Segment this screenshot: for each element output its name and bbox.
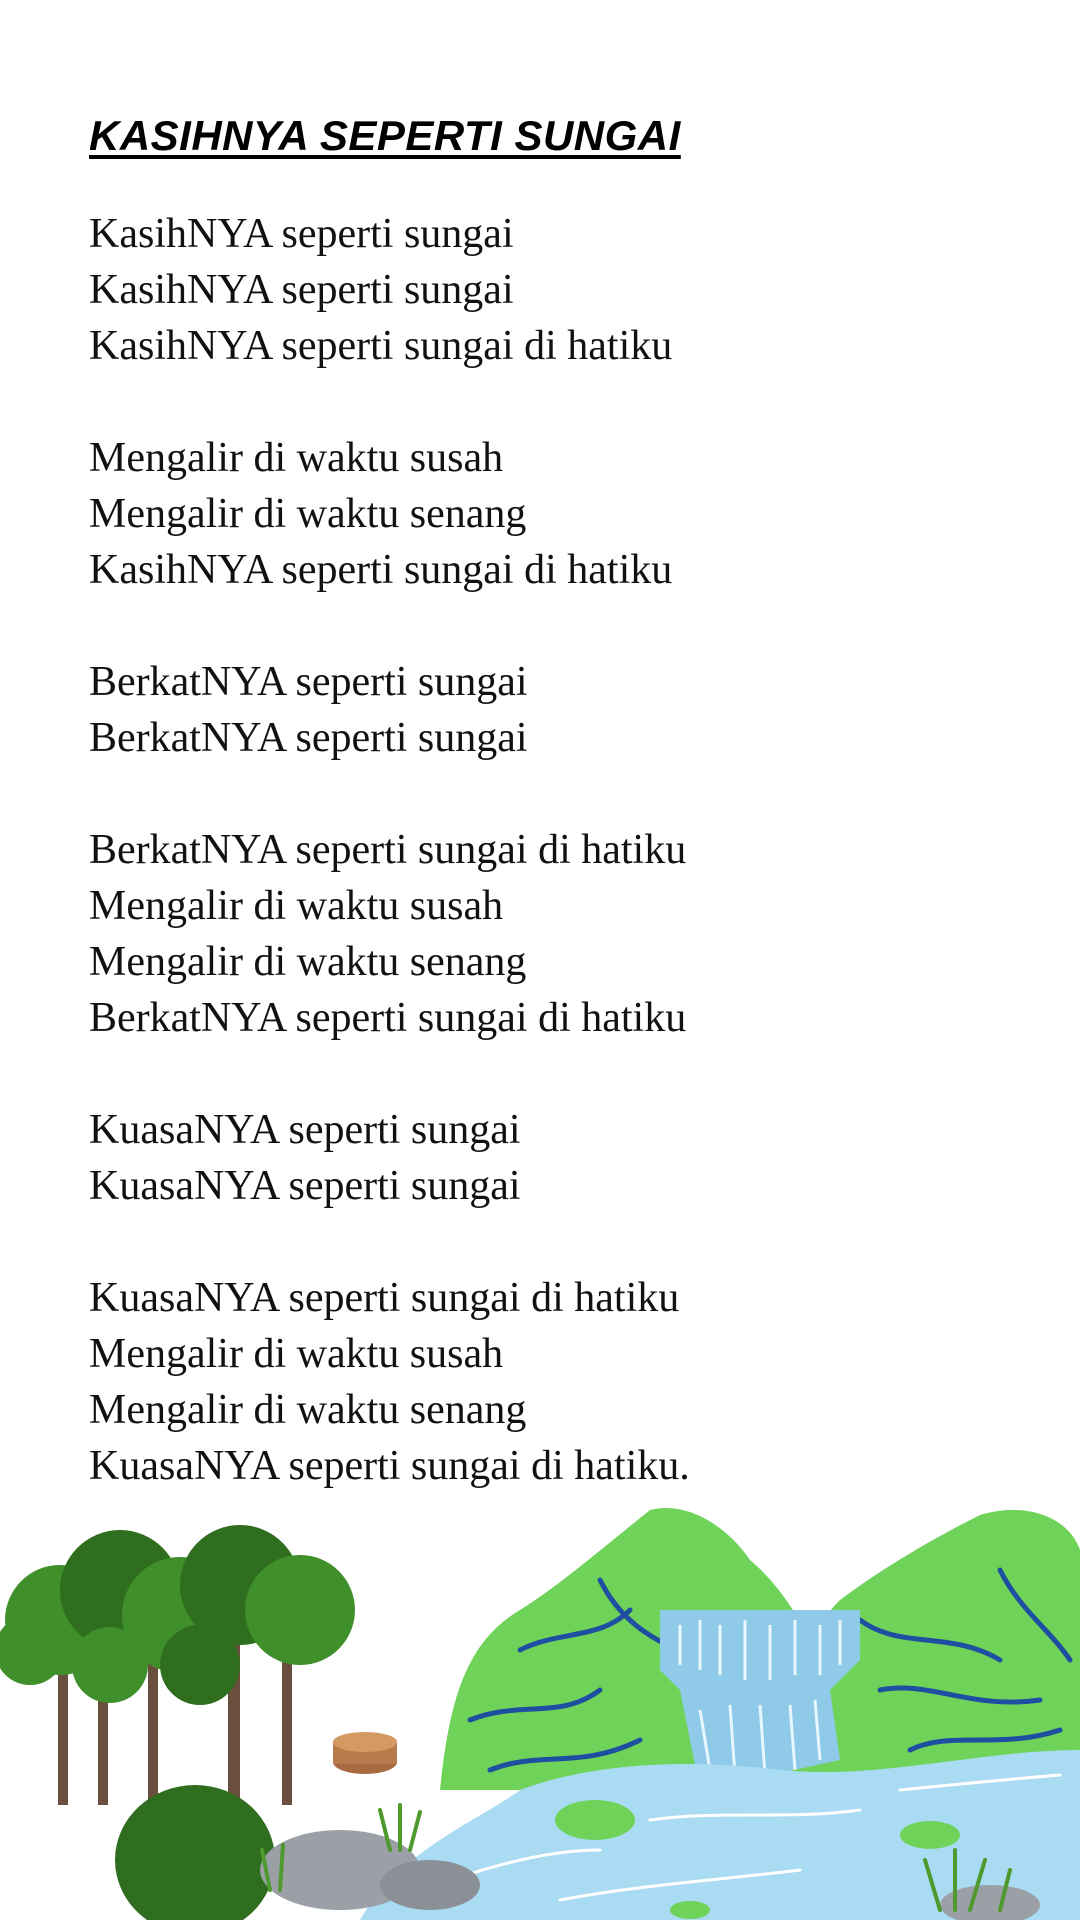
stanza-2 — [89, 430, 690, 598]
lyric-line: KuasaNYA seperti sungai — [89, 1163, 521, 1209]
bush-illustration — [115, 1785, 275, 1920]
lyric-line: KasihNYA seperti sungai di hatiku — [89, 547, 673, 593]
lyric-line: BerkatNYA seperti sungai — [89, 659, 528, 705]
stanza-5 — [89, 1102, 690, 1214]
lyric-line: BerkatNYA seperti sungai — [89, 715, 528, 761]
stanza-6 — [89, 1270, 690, 1494]
lyric-line: Mengalir di waktu susah — [89, 435, 504, 481]
lyric-line: Mengalir di waktu susah — [89, 883, 504, 929]
lyric-line: Mengalir di waktu senang — [89, 491, 527, 537]
lyric-line: KasihNYA seperti sungai — [89, 211, 514, 257]
lyric-line: KuasaNYA seperti sungai di hatiku — [89, 1275, 680, 1321]
song-title: KASIHNYA SEPERTI SUNGAI — [89, 112, 681, 159]
lyric-line: KuasaNYA seperti sungai — [89, 1107, 521, 1153]
lyric-line: Mengalir di waktu senang — [89, 1387, 527, 1433]
stanza-3 — [89, 654, 690, 766]
lyric-line: Mengalir di waktu senang — [89, 939, 527, 985]
lyric-line: BerkatNYA seperti sungai di hatiku — [89, 995, 687, 1041]
lyric-line: KasihNYA seperti sungai di hatiku — [89, 323, 673, 369]
lyric-line: KuasaNYA seperti sungai di hatiku. — [89, 1443, 690, 1489]
lyrics — [89, 206, 690, 1494]
lyric-line: BerkatNYA seperti sungai di hatiku — [89, 827, 687, 873]
lyric-line: Mengalir di waktu susah — [89, 1331, 504, 1377]
tree-stump-icon — [333, 1732, 397, 1774]
trees-illustration — [0, 1525, 355, 1810]
river-landscape-illustration — [0, 1490, 1080, 1920]
lyric-line: KasihNYA seperti sungai — [89, 267, 514, 313]
stanza-1 — [89, 206, 690, 374]
stanza-4 — [89, 822, 690, 1046]
